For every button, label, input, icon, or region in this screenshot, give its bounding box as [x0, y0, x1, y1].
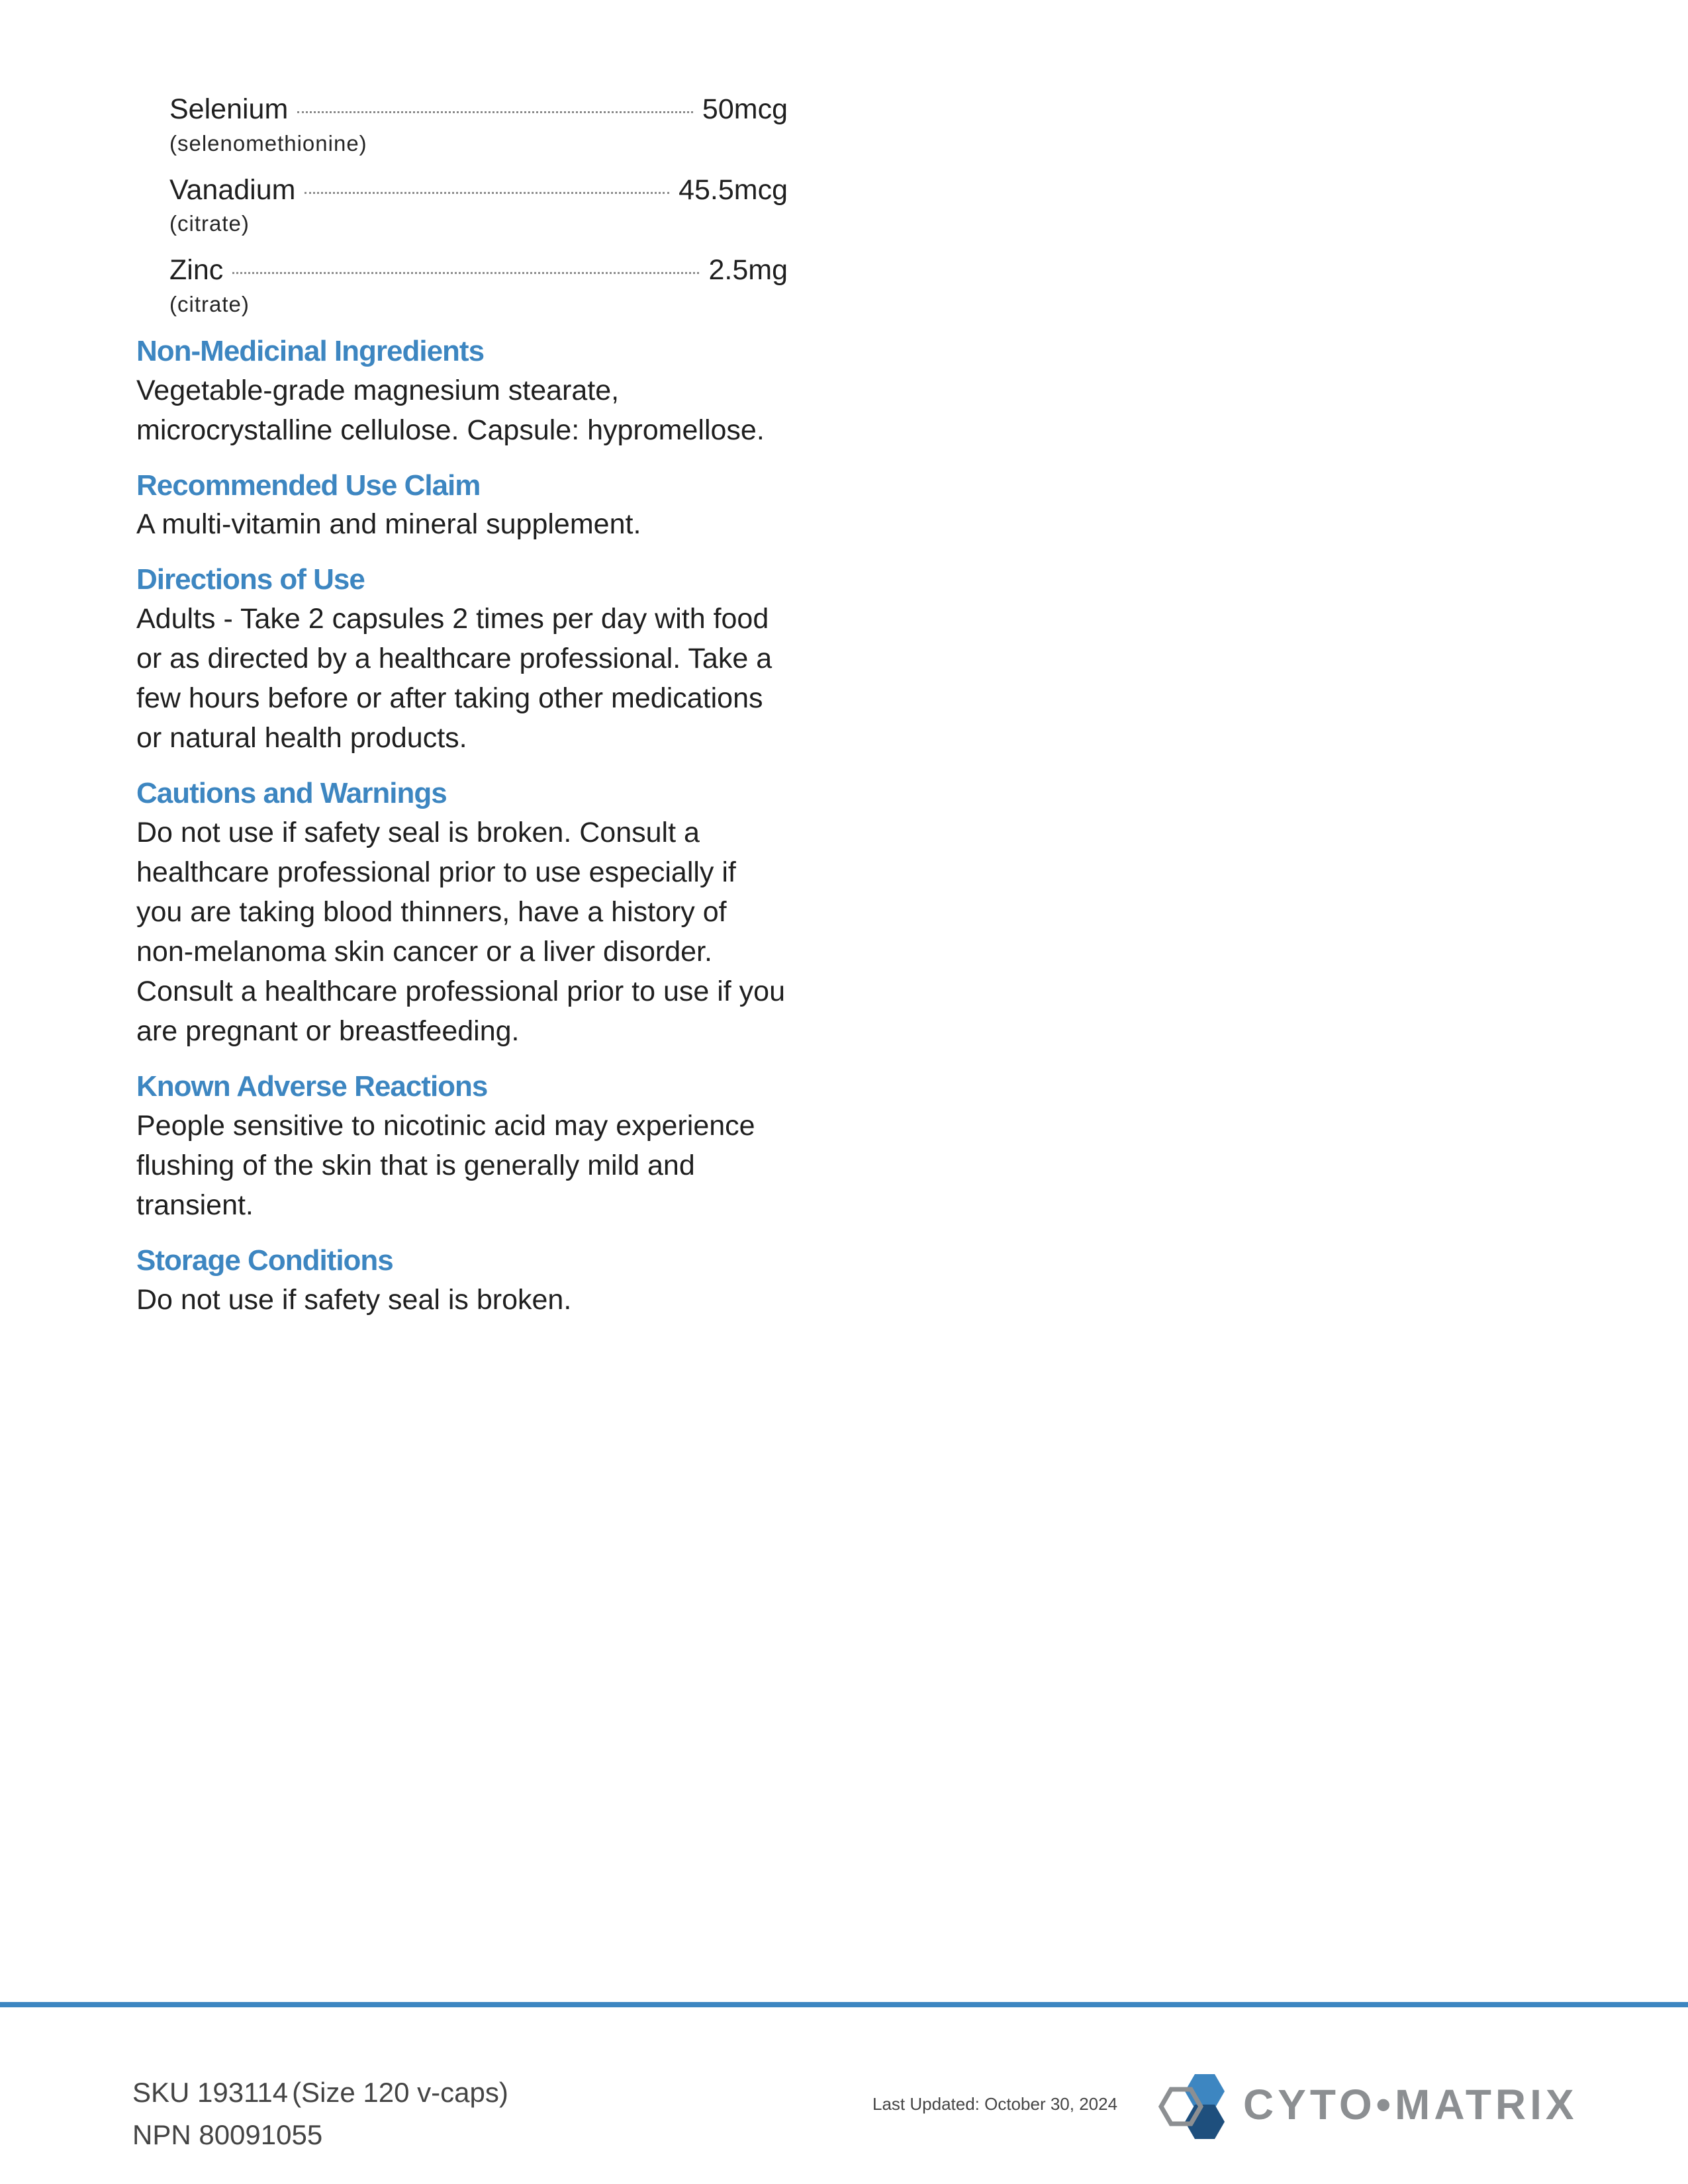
- dot-leader: [232, 272, 699, 274]
- ingredient-amount: 45.5mcg: [679, 173, 788, 206]
- logo-wordmark: CYTO•MATRIX: [1243, 2081, 1578, 2128]
- section-title: Non-Medicinal Ingredients: [136, 334, 485, 367]
- ingredient-name: Selenium: [169, 93, 289, 125]
- section-directions-of-use: [136, 563, 788, 758]
- section-title: Known Adverse Reactions: [136, 1069, 488, 1103]
- section-title: Cautions and Warnings: [136, 777, 447, 810]
- section-body: A multi-vitamin and mineral supplement.: [136, 508, 641, 541]
- sku-label: SKU 193114: [132, 2077, 289, 2108]
- section-cautions-and-warnings: [136, 776, 788, 1051]
- ingredient-amount: 2.5mg: [708, 254, 788, 287]
- npn-label: NPN 80091055: [132, 2119, 323, 2150]
- size-label: (Size 120 v-caps): [292, 2077, 508, 2108]
- ingredient-source: (citrate): [169, 211, 250, 236]
- ingredient-name: Zinc: [169, 254, 224, 287]
- footer-divider: [0, 2002, 1688, 2007]
- section-non-medicinal-ingredients: [136, 334, 788, 450]
- last-updated: Last Updated: October 30, 2024: [872, 2094, 1118, 2114]
- cytomatrix-logo: [1158, 2068, 1578, 2141]
- document-content: [136, 93, 788, 1338]
- ingredient-amount: 50mcg: [702, 93, 788, 125]
- ingredient-item: [169, 173, 788, 237]
- product-codes: [132, 2071, 508, 2156]
- section-body: Vegetable-grade magnesium stearate, microcrystalline cellulose. Capsule: hypromellose.: [136, 374, 765, 446]
- section-title: Storage Conditions: [136, 1244, 393, 1277]
- ingredient-item: [169, 253, 788, 317]
- hexagon-logo-icon: [1158, 2068, 1238, 2141]
- ingredient-name: Vanadium: [169, 173, 296, 206]
- section-body: Do not use if safety seal is broken. Consult a healthcare professional prior to use especially if you are taking blood thinners, have a history of non-melanoma skin cancer or a liver disorder. Consult a healthcare professional prior to use if you are pregnant or breastfeeding.: [136, 816, 785, 1047]
- section-body: People sensitive to nicotinic acid may experience flushing of the skin that is generally mild and transient.: [136, 1109, 755, 1221]
- ingredient-item: [169, 93, 788, 156]
- dot-leader: [305, 192, 669, 194]
- ingredient-source: (selenomethionine): [169, 130, 367, 156]
- section-known-adverse-reactions: [136, 1069, 788, 1225]
- section-recommended-use: [136, 469, 788, 545]
- ingredient-source: (citrate): [169, 291, 250, 316]
- section-body: Adults - Take 2 capsules 2 times per day with food or as directed by a healthcare professional. Take a few hours before or after taking other medications or natural health products.: [136, 603, 773, 754]
- ingredient-list: [169, 93, 788, 317]
- section-title: Recommended Use Claim: [136, 469, 481, 502]
- section-body: Do not use if safety seal is broken.: [136, 1283, 572, 1316]
- section-storage-conditions: [136, 1244, 788, 1320]
- section-title: Directions of Use: [136, 563, 365, 596]
- dot-leader: [297, 111, 693, 113]
